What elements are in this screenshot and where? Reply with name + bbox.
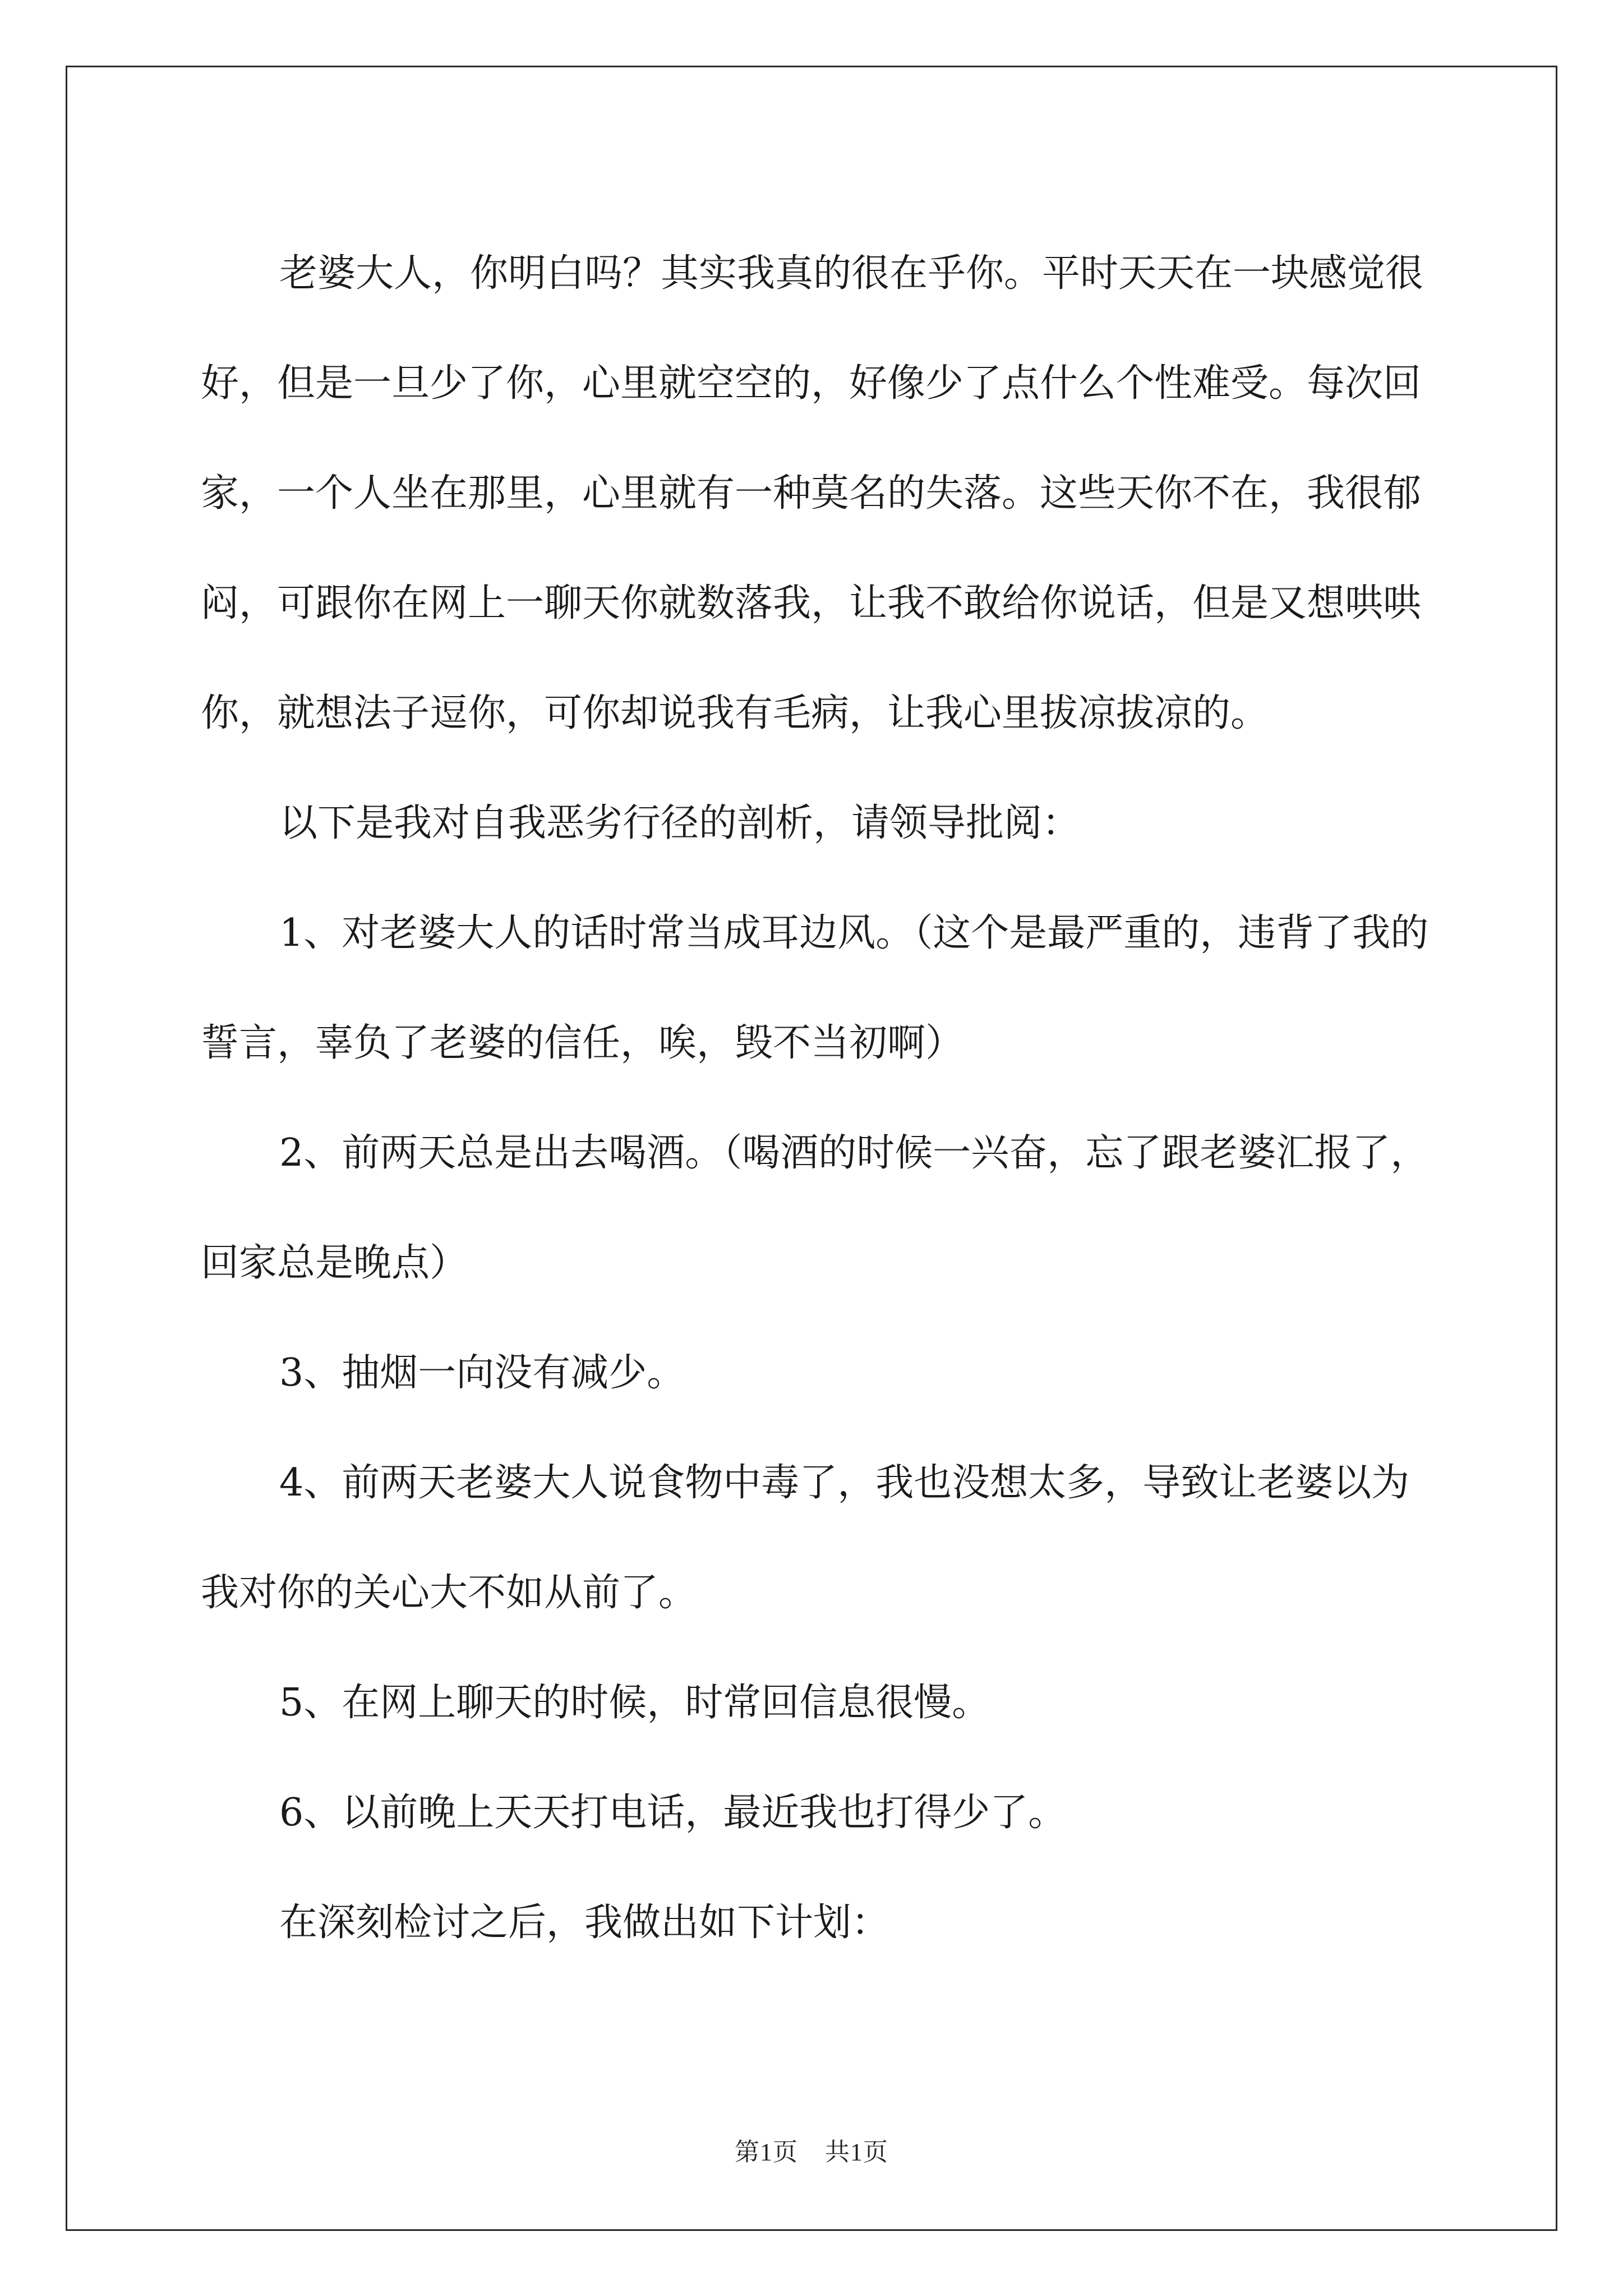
list-item-1: 1、对老婆大人的话时常当成耳边风。（这个是最严重的，违背了我的誓言，辜负了老婆的信任，唉，毁不当初啊）: [201, 911, 1429, 1065]
list-item-4: 4、前两天老婆大人说食物中毒了，我也没想太多，导致让老婆以为我对你的关心大不如从前了。: [201, 1461, 1410, 1615]
page-number-current: 第1页: [735, 2138, 798, 2166]
paragraph-plan-intro: 在深刻检讨之后，我做出如下计划：: [279, 1901, 890, 1945]
paragraph-2: 以下是我对自我恶劣行径的剖析，请领导批阅：: [279, 801, 1081, 845]
list-item-5: 5、在网上聊天的时候，时常回信息很慢。: [279, 1681, 990, 1725]
page-footer: [0, 2132, 1623, 2168]
page-number-total: 共1页: [825, 2138, 888, 2166]
document-body: [201, 219, 1435, 1978]
list-item-2: 2、前两天总是出去喝酒。（喝酒的时候一兴奋，忘了跟老婆汇报了，回家总是晚点）: [201, 1131, 1429, 1285]
list-item-6: 6、以前晚上天天打电话，最近我也打得少了。: [279, 1791, 1067, 1835]
list-item-3: 3、抽烟一向没有减少。: [279, 1351, 685, 1395]
paragraph-1: 老婆大人，你明白吗？其实我真的很在乎你。平时天天在一块感觉很好，但是一旦少了你，心里就空空的，好像少了点什么个性难受。每次回家，一个人坐在那里，心里就有一种莫名的失落。这些天你不在，我很郁闷，可跟你在网上一聊天你就数落我，让我不敢给你说话，但是又想哄哄你，就想法子逗你，可你却说我有毛病，让我心里拔凉拔凉的。: [201, 251, 1424, 735]
